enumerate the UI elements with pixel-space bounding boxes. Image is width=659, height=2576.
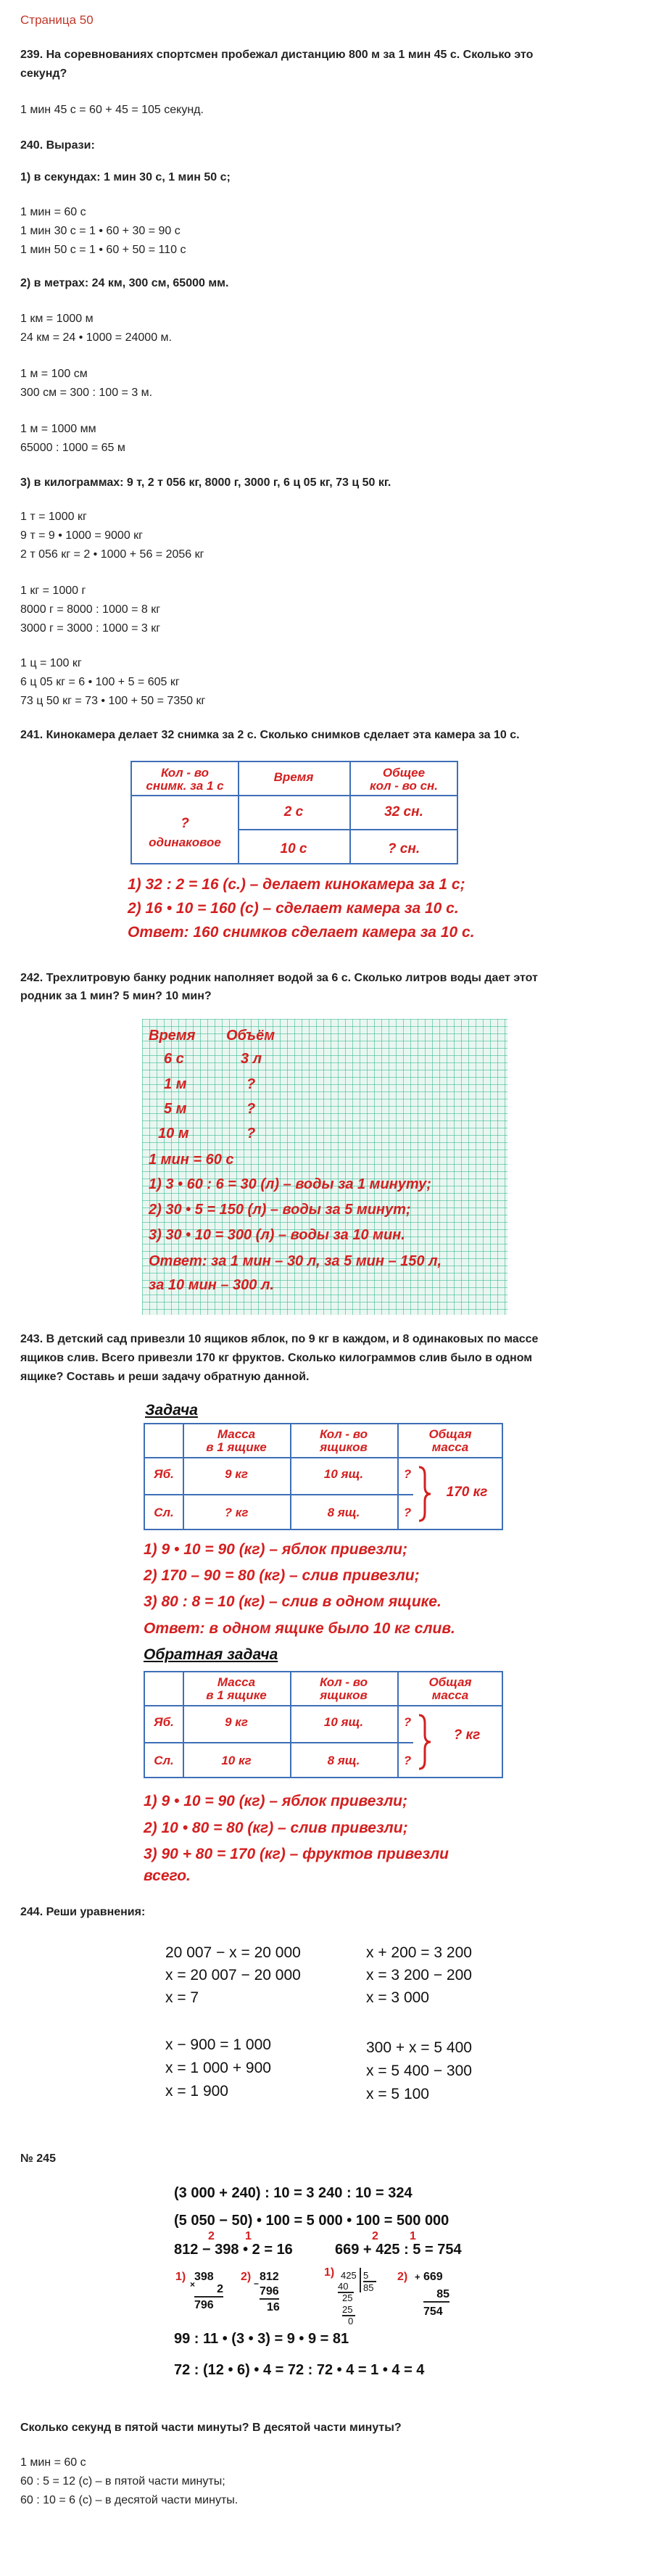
column-result: 796 — [194, 2299, 214, 2311]
task-240-part2-title: 2) в метрах: 24 км, 300 см, 65000 мм. — [20, 277, 229, 289]
last-line: 1 мин = 60 с — [20, 2456, 86, 2469]
task-243-reverse-solution: 1) 9 • 10 = 90 (кг) – яблок привезли; — [144, 1793, 407, 1809]
column-number: 812 — [260, 2271, 279, 2283]
table-cell: 8 ящ. — [327, 1754, 360, 1767]
dividend: 425 — [341, 2270, 357, 2281]
task-240-line: 1 кг = 1000 г — [20, 585, 86, 597]
equation-line: x = 7 — [165, 1989, 199, 2006]
expression-line: 669 + 425 : 5 = 754 — [335, 2242, 462, 2258]
column-number: 669 — [423, 2271, 443, 2283]
task-240-part3-title: 3) в килограммах: 9 т, 2 т 056 кг, 8000 г, 3000 г, 6 ц 05 кг, 73 ц 50 кг. — [20, 476, 391, 489]
task-240-line: 2 т 056 кг = 2 • 1000 + 56 = 2056 кг — [20, 548, 204, 561]
row-time: 5 м — [164, 1101, 187, 1117]
task-242-solution: 1) 3 • 60 : 6 = 30 (л) – воды за 1 минуту; — [149, 1176, 431, 1192]
task-240-title: 240. Вырази: — [20, 139, 95, 152]
column-result: 16 — [267, 2301, 280, 2313]
table-header: в 1 ящике — [206, 1440, 267, 1454]
order-mark: 1 — [410, 2230, 416, 2242]
page-label: Страница 50 — [20, 13, 94, 27]
table-cell: 8 ящ. — [327, 1506, 360, 1519]
table-header: Кол - во — [160, 766, 210, 780]
step-mark: 2) — [241, 2271, 252, 2283]
row-label: Сл. — [154, 1506, 174, 1519]
table-cell: 10 с — [280, 841, 307, 856]
task-240-line: 1 мин 50 с = 1 • 60 + 50 = 110 с — [20, 244, 186, 256]
subtrahend: 40 — [338, 2281, 354, 2293]
task-245-title: № 245 — [20, 2152, 56, 2165]
expression-line: (3 000 + 240) : 10 = 3 240 : 10 = 324 — [174, 2185, 413, 2201]
order-mark: 1 — [245, 2230, 252, 2242]
column-number: 2 — [194, 2283, 223, 2298]
task-243-reverse-table — [144, 1671, 503, 1778]
task-242-solution: 1 мин = 60 с — [149, 1152, 234, 1168]
expression-line: 72 : (12 • 6) • 4 = 72 : 72 • 4 = 1 • 4 = 4 — [174, 2362, 425, 2378]
row-volume: ? — [246, 1076, 256, 1092]
last-line: 60 : 5 = 12 (с) – в пятой части минуты; — [20, 2475, 225, 2488]
table-header: снимк. за 1 с — [146, 779, 224, 793]
task-242-answer: Ответ: за 1 мин – 30 л, за 5 мин – 150 л, — [149, 1253, 442, 1269]
step-mark: 1) — [324, 2266, 335, 2279]
equation-line: x − 900 = 1 000 — [165, 2036, 271, 2053]
minus-sign: − — [254, 2279, 260, 2289]
task-243-table — [144, 1423, 503, 1530]
expression-line: (5 050 − 50) • 100 = 5 000 • 100 = 500 000 — [174, 2213, 449, 2229]
task-243-answer: Ответ: в одном ящике было 10 кг слив. — [144, 1620, 455, 1637]
task-242-solution: 2) 30 • 5 = 150 (л) – воды за 5 минут; — [149, 1202, 411, 1218]
table-cell: ? — [403, 1506, 412, 1519]
task-243-solution: 2) 170 – 90 = 80 (кг) – слив привезли; — [144, 1567, 420, 1584]
task-243-question: 243. В детский сад привезли 10 ящиков яблок, по 9 кг в каждом, и 8 одинаковых по массе — [20, 1333, 539, 1345]
task-243-question-cont: ящике? Составь и реши задачу обратную данной. — [20, 1371, 310, 1383]
table-cell: ? — [403, 1467, 412, 1481]
column-number: 85 — [423, 2288, 449, 2303]
remainder: 25 — [342, 2292, 353, 2303]
divisor: 5 — [363, 2270, 376, 2282]
task-241-table — [130, 761, 458, 864]
table-header: масса — [431, 1688, 469, 1702]
order-mark: 2 — [208, 2230, 215, 2242]
task-240-line: 1 м = 1000 мм — [20, 423, 96, 435]
row-label: Яб. — [154, 1467, 174, 1481]
task-240-line: 1 мин 30 с = 1 • 60 + 30 = 90 с — [20, 225, 181, 237]
table-cell-total: 170 кг — [446, 1485, 488, 1500]
row-label: Сл. — [154, 1754, 174, 1767]
table-cell: ? — [181, 816, 189, 831]
table-cell: ? — [403, 1754, 412, 1767]
task-240-line: 73 ц 50 кг = 73 • 100 + 50 = 7350 кг — [20, 695, 206, 707]
step-mark: 1) — [175, 2271, 186, 2283]
table-cell: 9 кг — [225, 1467, 248, 1481]
table-cell: ? кг — [224, 1506, 249, 1519]
column-number: 796 — [260, 2285, 279, 2300]
equation-line: x = 3 000 — [366, 1989, 429, 2006]
equation-line: x = 1 900 — [165, 2083, 228, 2100]
table-header: Общая — [428, 1675, 472, 1689]
equation-line: x = 1 000 + 900 — [165, 2060, 271, 2076]
equation-line: x = 5 400 − 300 — [366, 2063, 472, 2079]
task-243-question-cont: ящиков слив. Всего привезли 170 кг фруктов. Сколько килограммов слив было в одном — [20, 1352, 533, 1364]
expression-line: 812 − 398 • 2 = 16 — [174, 2242, 293, 2258]
task-239-question-cont: секунд? — [20, 67, 67, 80]
table-cell: одинаковое — [149, 835, 221, 849]
division-bar — [360, 2268, 361, 2292]
table-header: Общее — [382, 766, 426, 780]
task-244-title: 244. Реши уравнения: — [20, 1906, 146, 1918]
table-cell: 32 сн. — [384, 804, 423, 820]
table-cell: 10 ящ. — [323, 1715, 364, 1729]
column-result: 754 — [423, 2305, 443, 2318]
order-mark: 2 — [372, 2230, 378, 2242]
task-240-line: 1 ц = 100 кг — [20, 657, 82, 669]
step-mark: 2) — [397, 2271, 408, 2283]
table-header: Масса — [217, 1675, 256, 1689]
table-cell: 2 с — [283, 804, 304, 820]
table-cell-total: ? кг — [453, 1727, 481, 1743]
brace-icon — [415, 1465, 434, 1523]
column-number: 398 — [194, 2271, 214, 2283]
table-cell: 9 кг — [225, 1715, 248, 1729]
table-header: ящиков — [320, 1688, 368, 1702]
task-label: Задача — [145, 1402, 198, 1419]
task-242-answer: за 10 мин – 300 л. — [149, 1277, 274, 1293]
task-242-question: 242. Трехлитровую банку родник наполняет водой за 6 с. Сколько литров воды дает этот — [20, 972, 538, 984]
col-header-volume: Объём — [226, 1028, 275, 1044]
equation-line: 20 007 − x = 20 000 — [165, 1944, 301, 1961]
task-242-solution: 3) 30 • 10 = 300 (л) – воды за 10 мин. — [149, 1227, 405, 1243]
row-volume: ? — [246, 1101, 256, 1117]
table-header: Масса — [217, 1427, 256, 1441]
plus-sign: + — [415, 2271, 420, 2282]
row-time: 6 с — [164, 1051, 184, 1067]
task-240-line: 1 км = 1000 м — [20, 313, 94, 325]
row-time: 1 м — [164, 1076, 187, 1092]
equation-line: x + 200 = 3 200 — [366, 1944, 472, 1961]
task-243-reverse-solution: 2) 10 • 80 = 80 (кг) – слив привезли; — [144, 1820, 408, 1836]
equation-line: 300 + x = 5 400 — [366, 2039, 472, 2056]
task-243-reverse-solution: всего. — [144, 1867, 191, 1884]
row-time: 10 м — [158, 1126, 189, 1142]
task-239-question: 239. На соревнованиях спортсмен пробежал дистанцию 800 м за 1 мин 45 с. Сколько это — [20, 49, 534, 61]
task-240-line: 1 м = 100 см — [20, 368, 88, 380]
table-header: Время — [273, 770, 314, 784]
table-header: Общая — [428, 1427, 472, 1441]
table-cell: ? сн. — [387, 841, 420, 856]
task-240-line: 300 см = 300 : 100 = 3 м. — [20, 387, 153, 399]
task-240-line: 65000 : 1000 = 65 м — [20, 442, 125, 454]
table-header: кол - во сн. — [369, 779, 439, 793]
task-240-line: 24 км = 24 • 1000 = 24000 м. — [20, 331, 172, 344]
row-volume: ? — [246, 1126, 256, 1142]
quotient: 85 — [363, 2282, 374, 2293]
equation-line: x = 3 200 − 200 — [366, 1967, 472, 1983]
row-volume: 3 л — [241, 1051, 262, 1067]
multiply-sign: × — [190, 2279, 196, 2290]
task-241-answer: Ответ: 160 снимков сделает камера за 10 с. — [128, 924, 475, 941]
task-239-answer: 1 мин 45 с = 60 + 45 = 105 секунд. — [20, 104, 204, 116]
equation-line: x = 5 100 — [366, 2086, 429, 2102]
task-241-solution: 1) 32 : 2 = 16 (с.) – делает кинокамера за 1 с; — [128, 876, 465, 893]
task-241-question: 241. Кинокамера делает 32 снимка за 2 с. Сколько снимков сделает эта камера за 10 с. — [20, 729, 520, 741]
task-240-line: 9 т = 9 • 1000 = 9000 кг — [20, 529, 143, 542]
brace-icon — [415, 1713, 434, 1771]
task-240-line: 3000 г = 3000 : 1000 = 3 кг — [20, 622, 161, 635]
reverse-task-label: Обратная задача — [144, 1646, 278, 1663]
table-cell: ? — [403, 1715, 412, 1729]
subtrahend: 25 — [342, 2304, 355, 2316]
task-243-reverse-solution: 3) 90 + 80 = 170 (кг) – фруктов привезли — [144, 1846, 449, 1862]
task-240-line: 8000 г = 8000 : 1000 = 8 кг — [20, 603, 161, 616]
last-line: 60 : 10 = 6 (с) – в десятой части минуты. — [20, 2494, 239, 2506]
table-cell: 10 ящ. — [323, 1467, 364, 1481]
table-header: в 1 ящике — [206, 1688, 267, 1702]
task-241-solution: 2) 16 • 10 = 160 (с) – сделает камера за 10 с. — [128, 900, 459, 917]
table-header: Кол - во — [319, 1427, 368, 1441]
task-242-question-cont: родник за 1 мин? 5 мин? 10 мин? — [20, 990, 212, 1002]
task-243-solution: 3) 80 : 8 = 10 (кг) – слив в одном ящике. — [144, 1593, 442, 1610]
task-243-solution: 1) 9 • 10 = 90 (кг) – яблок привезли; — [144, 1541, 407, 1558]
task-240-line: 1 т = 1000 кг — [20, 511, 87, 523]
task-240-line: 6 ц 05 кг = 6 • 100 + 5 = 605 кг — [20, 676, 180, 688]
last-question: Сколько секунд в пятой части минуты? В десятой части минуты? — [20, 2422, 402, 2434]
table-header: масса — [431, 1440, 469, 1454]
expression-line: 99 : 11 • (3 • 3) = 9 • 9 = 81 — [174, 2331, 349, 2347]
table-header: Кол - во — [319, 1675, 368, 1689]
task-240-part1-title: 1) в секундах: 1 мин 30 с, 1 мин 50 с; — [20, 171, 231, 183]
row-label: Яб. — [154, 1715, 174, 1729]
equation-line: x = 20 007 − 20 000 — [165, 1967, 301, 1983]
table-cell: 10 кг — [221, 1754, 252, 1767]
task-240-line: 1 мин = 60 с — [20, 206, 86, 218]
col-header-time: Время — [149, 1028, 196, 1044]
remainder: 0 — [348, 2316, 354, 2327]
table-header: ящиков — [320, 1440, 368, 1454]
